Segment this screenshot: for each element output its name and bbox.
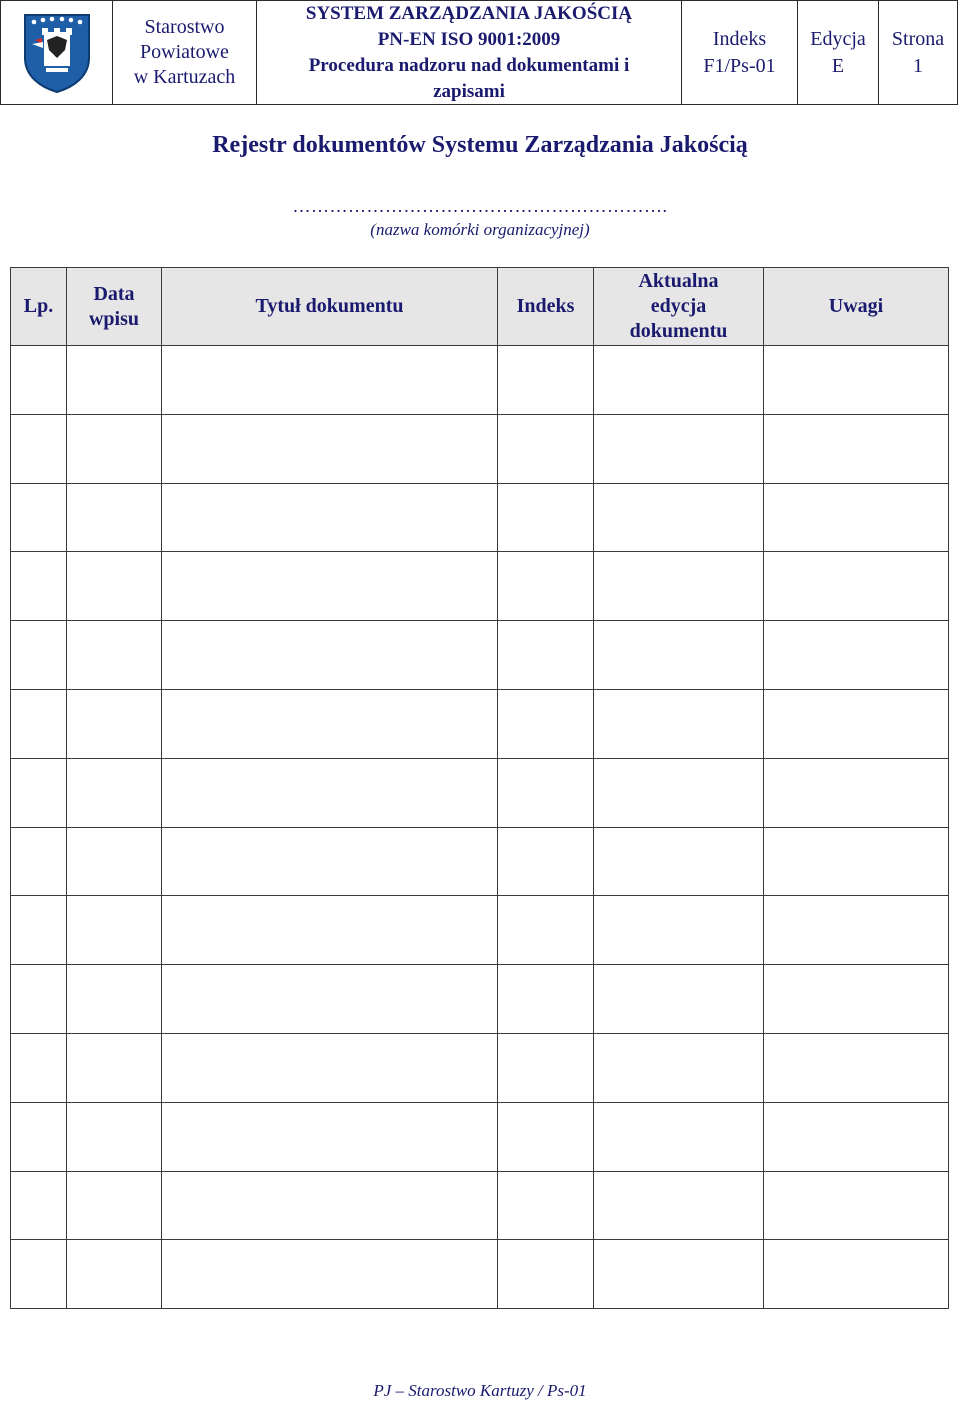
header-title-label: Tytuł dokumentu [255,295,404,317]
org-name-line2: Powiatowe [140,41,229,63]
cell-notes[interactable] [764,758,949,827]
cell-notes[interactable] [764,827,949,896]
header-date-line2: wpisu [88,307,140,330]
cell-title[interactable] [162,1171,498,1240]
cell-notes[interactable] [764,414,949,483]
header-lp [11,268,67,346]
cell-index[interactable] [498,689,594,758]
org-name-line1: Starostwo [144,16,225,38]
org-name-line3: w Kartuzach [133,66,236,88]
cell-title[interactable] [162,1240,498,1309]
table-row [11,1171,949,1240]
header-index [498,268,594,346]
header-edition-line2: edycja [650,295,707,317]
cell-date[interactable] [67,896,162,965]
table-row [11,965,949,1034]
edition-value: E [831,54,845,77]
cell-lp[interactable] [11,552,67,621]
table-row [11,1033,949,1102]
cell-index[interactable] [498,1102,594,1171]
register-table [10,267,949,1309]
cell-lp[interactable] [11,1240,67,1309]
unit-name-caption: (nazwa komórki organizacyjnej) [370,220,590,239]
cell-notes[interactable] [764,896,949,965]
cell-index[interactable] [498,1240,594,1309]
document-title: Rejestr dokumentów Systemu Zarządzania Jakością [212,132,748,158]
index-label: Indeks [712,27,767,50]
cell-title[interactable] [162,1102,498,1171]
cell-edition[interactable] [594,1171,764,1240]
table-row [11,758,949,827]
edition-cell [798,1,879,104]
cell-title[interactable] [162,552,498,621]
table-row [11,896,949,965]
cell-title[interactable] [162,965,498,1034]
document-header [0,0,958,105]
cell-edition[interactable] [594,346,764,415]
cell-title[interactable] [162,414,498,483]
cell-date[interactable] [67,346,162,415]
cell-title[interactable] [162,758,498,827]
cell-date[interactable] [67,621,162,690]
cell-edition[interactable] [594,1240,764,1309]
cell-edition[interactable] [594,758,764,827]
header-index-label: Indeks [516,295,575,317]
cell-date[interactable] [67,1171,162,1240]
cell-lp[interactable] [11,621,67,690]
organization-cell [113,1,257,104]
cell-lp[interactable] [11,896,67,965]
cell-lp[interactable] [11,1171,67,1240]
cell-date[interactable] [67,483,162,552]
cell-edition[interactable] [594,414,764,483]
cell-lp[interactable] [11,414,67,483]
cell-index[interactable] [498,896,594,965]
cell-notes[interactable] [764,483,949,552]
cell-lp[interactable] [11,758,67,827]
cell-lp[interactable] [11,965,67,1034]
unit-name-field[interactable]: ……………………………………………………. [292,196,668,216]
page-label: Strona [891,27,945,50]
table-row [11,552,949,621]
cell-title[interactable] [162,346,498,415]
cell-notes[interactable] [764,1102,949,1171]
logo-cell [1,1,113,104]
cell-edition[interactable] [594,552,764,621]
table-row [11,1240,949,1309]
cell-edition[interactable] [594,827,764,896]
cell-edition[interactable] [594,1102,764,1171]
cell-index[interactable] [498,552,594,621]
cell-edition[interactable] [594,896,764,965]
cell-index[interactable] [498,827,594,896]
procedure-title-line1: Procedura nadzoru nad dokumentami i [308,54,630,76]
cell-notes[interactable] [764,346,949,415]
header-edition-line1: Aktualna [638,270,719,292]
cell-index[interactable] [498,758,594,827]
header-edition-line3: dokumentu [629,320,728,342]
system-standard: PN-EN ISO 9001:2009 [377,28,561,50]
table-row [11,689,949,758]
cell-index[interactable] [498,1033,594,1102]
system-title: SYSTEM ZARZĄDZANIA JAKOŚCIĄ [305,2,633,24]
cell-lp[interactable] [11,827,67,896]
header-date [67,268,162,346]
cell-title[interactable] [162,483,498,552]
header-notes [764,268,949,346]
cell-notes[interactable] [764,1033,949,1102]
register-body [11,346,949,1309]
table-row [11,1102,949,1171]
page-number: 1 [913,54,923,77]
cell-lp[interactable] [11,689,67,758]
cell-date[interactable] [67,827,162,896]
header-notes-label: Uwagi [828,295,884,317]
cell-title[interactable] [162,896,498,965]
cell-edition[interactable] [594,483,764,552]
index-cell [682,1,798,104]
table-row [11,346,949,415]
page-footer: PJ – Starostwo Kartuzy / Ps-01 [373,1381,587,1400]
cell-edition[interactable] [594,621,764,690]
cell-notes[interactable] [764,621,949,690]
cell-index[interactable] [498,965,594,1034]
cell-index[interactable] [498,346,594,415]
cell-lp[interactable] [11,1033,67,1102]
cell-notes[interactable] [764,1240,949,1309]
index-value: F1/Ps-01 [703,54,776,77]
cell-date[interactable] [67,552,162,621]
cell-title[interactable] [162,827,498,896]
cell-title[interactable] [162,1033,498,1102]
cell-notes[interactable] [764,552,949,621]
cell-lp[interactable] [11,346,67,415]
cell-edition[interactable] [594,1033,764,1102]
cell-date[interactable] [67,758,162,827]
cell-date[interactable] [67,1033,162,1102]
coat-of-arms-icon [22,12,92,94]
page-cell [879,1,957,104]
header-lp-label: Lp. [23,295,54,317]
cell-edition[interactable] [594,965,764,1034]
header-date-line1: Data [93,282,135,305]
table-row [11,414,949,483]
cell-date[interactable] [67,1102,162,1171]
cell-index[interactable] [498,483,594,552]
system-cell [257,1,682,104]
header-edition [594,268,764,346]
cell-index[interactable] [498,414,594,483]
cell-lp[interactable] [11,483,67,552]
table-header-row [11,268,949,346]
edition-label: Edycja [810,27,866,50]
procedure-title-line2: zapisami [433,80,505,102]
cell-title[interactable] [162,689,498,758]
cell-index[interactable] [498,621,594,690]
cell-notes[interactable] [764,965,949,1034]
cell-lp[interactable] [11,1102,67,1171]
cell-date[interactable] [67,689,162,758]
header-title [162,268,498,346]
cell-notes[interactable] [764,689,949,758]
table-row [11,483,949,552]
table-row [11,621,949,690]
cell-notes[interactable] [764,1171,949,1240]
cell-index[interactable] [498,1171,594,1240]
cell-edition[interactable] [594,689,764,758]
cell-date[interactable] [67,965,162,1034]
cell-date[interactable] [67,1240,162,1309]
cell-date[interactable] [67,414,162,483]
cell-title[interactable] [162,621,498,690]
table-row [11,827,949,896]
